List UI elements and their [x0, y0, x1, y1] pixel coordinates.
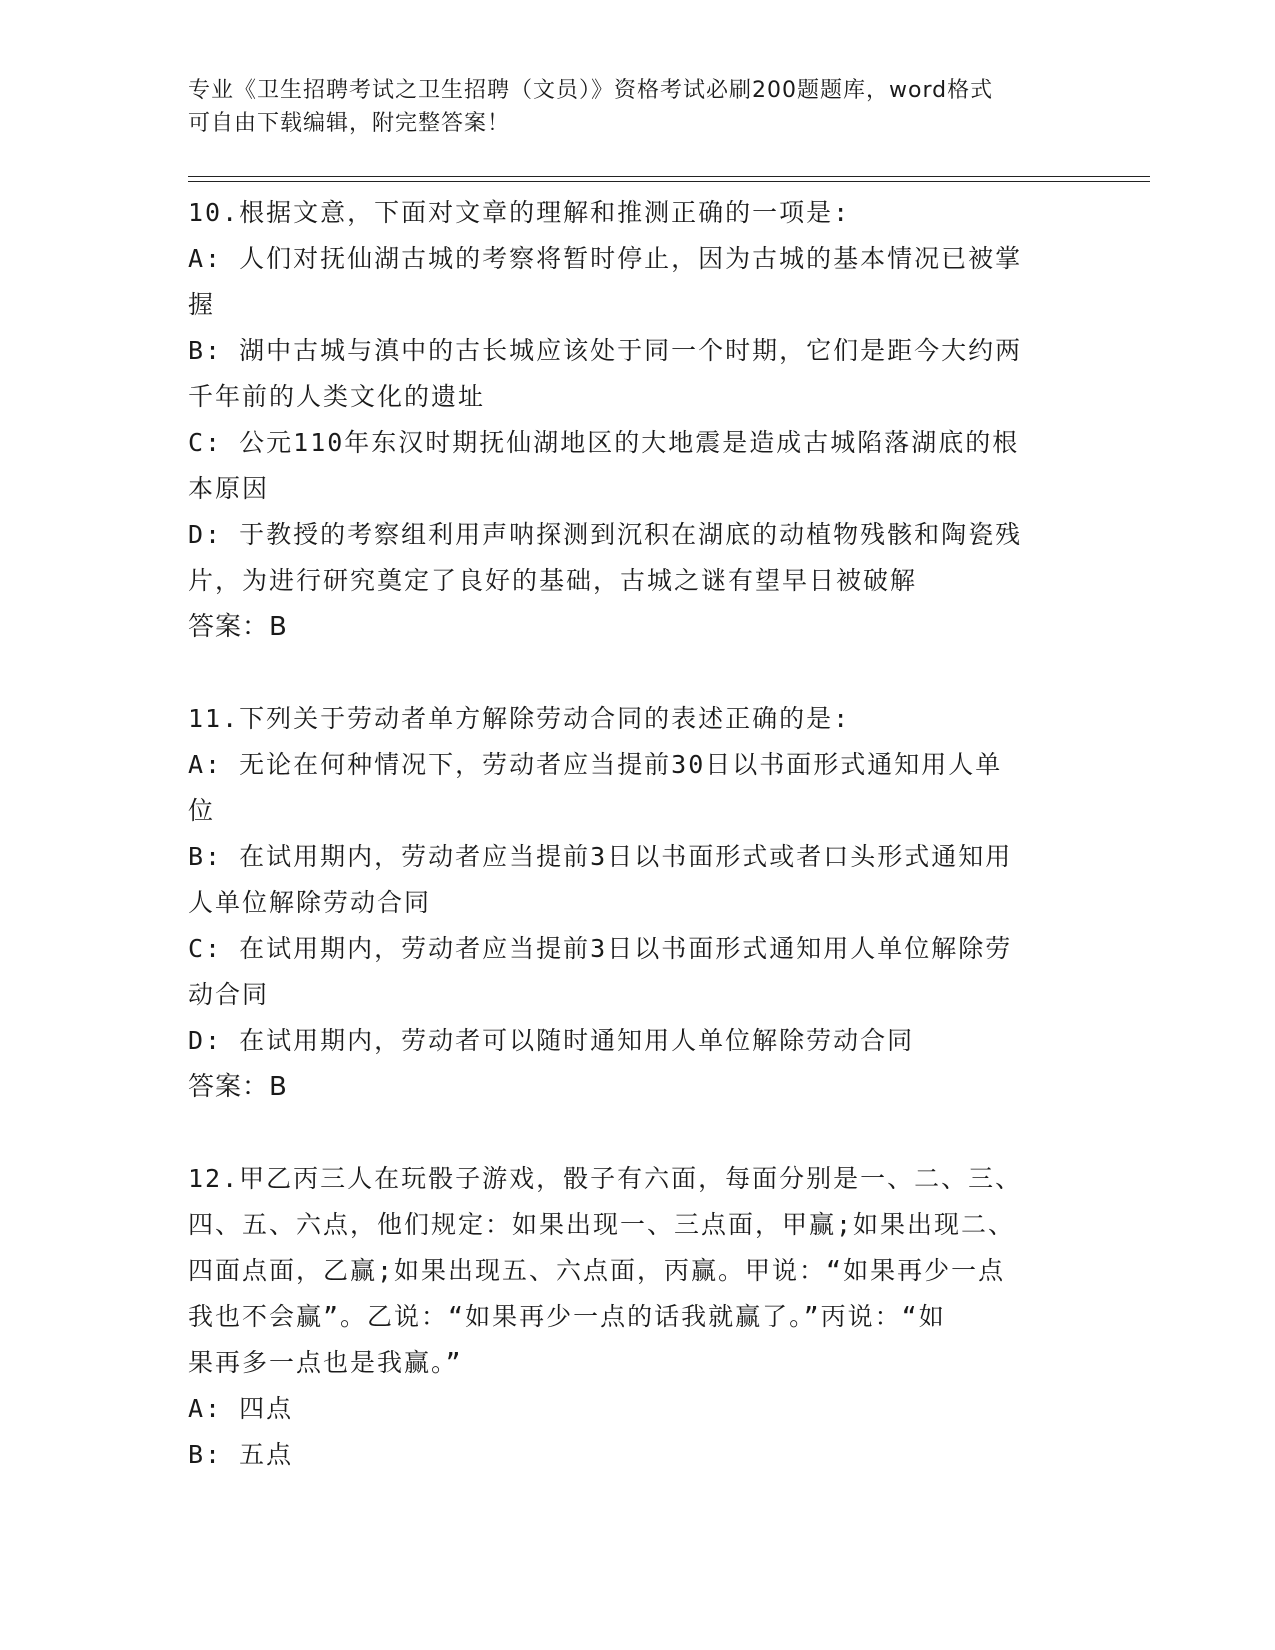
option-b: B: 湖中古城与滇中的古长城应该处于同一个时期，它们是距今大约两	[188, 336, 1023, 365]
page-header	[188, 74, 1088, 140]
question-stem: 12.甲乙丙三人在玩骰子游戏，骰子有六面，每面分别是一、二、三、	[188, 1164, 1023, 1193]
question-11	[188, 696, 1088, 1110]
header-rule-top	[188, 176, 1150, 177]
option-c: C: 公元110年东汉时期抚仙湖地区的大地震是造成古城陷落湖底的根	[188, 428, 1020, 457]
question-stem: 10.根据文意，下面对文章的理解和推测正确的一项是:	[188, 198, 851, 227]
option-a: A: 四点	[188, 1394, 294, 1423]
option-d: D: 于教授的考察组利用声呐探测到沉积在湖底的动植物残骸和陶瓷残	[188, 520, 1023, 549]
header-rule-bottom	[188, 181, 1150, 182]
option-b: B: 在试用期内，劳动者应当提前3日以书面形式或者口头形式通知用	[188, 842, 1013, 871]
option-a: A: 无论在何种情况下，劳动者应当提前30日以书面形式通知用人单	[188, 750, 1003, 779]
header-title-line-2: 可自由下载编辑，附完整答案！	[188, 111, 511, 136]
header-title-line-1: 专业《卫生招聘考试之卫生招聘（文员）》资格考试必刷200题题库，word格式	[188, 78, 994, 103]
option-c-continued: 动合同	[188, 980, 270, 1009]
question-12	[188, 1156, 1088, 1478]
question-stem-continued: 四、五、六点，他们规定：如果出现一、三点面，甲赢;如果出现二、	[188, 1210, 1016, 1239]
option-d-continued: 片，为进行研究奠定了良好的基础，古城之谜有望早日被破解	[188, 566, 918, 595]
option-a-continued: 握	[188, 290, 216, 319]
answer: 答案：B	[188, 1072, 288, 1102]
option-b-continued: 千年前的人类文化的遗址	[188, 382, 486, 411]
question-stem: 11.下列关于劳动者单方解除劳动合同的表述正确的是:	[188, 704, 851, 733]
option-a-continued: 位	[188, 796, 216, 825]
option-c: C: 在试用期内，劳动者应当提前3日以书面形式通知用人单位解除劳	[188, 934, 1013, 963]
option-a: A: 人们对抚仙湖古城的考察将暂时停止，因为古城的基本情况已被掌	[188, 244, 1023, 273]
option-b-continued: 人单位解除劳动合同	[188, 888, 432, 917]
question-stem-continued: 果再多一点也是我赢。”	[188, 1348, 463, 1377]
question-stem-continued: 我也不会赢”。乙说：“如果再少一点的话我就赢了。”丙说：“如	[188, 1302, 946, 1331]
option-b: B: 五点	[188, 1440, 294, 1469]
option-c-continued: 本原因	[188, 474, 270, 503]
question-list	[188, 190, 1088, 1478]
question-10	[188, 190, 1088, 650]
answer: 答案：B	[188, 612, 288, 642]
question-stem-continued: 四面点面，乙赢;如果出现五、六点面，丙赢。甲说：“如果再少一点	[188, 1256, 1006, 1285]
option-d: D: 在试用期内，劳动者可以随时通知用人单位解除劳动合同	[188, 1026, 915, 1055]
